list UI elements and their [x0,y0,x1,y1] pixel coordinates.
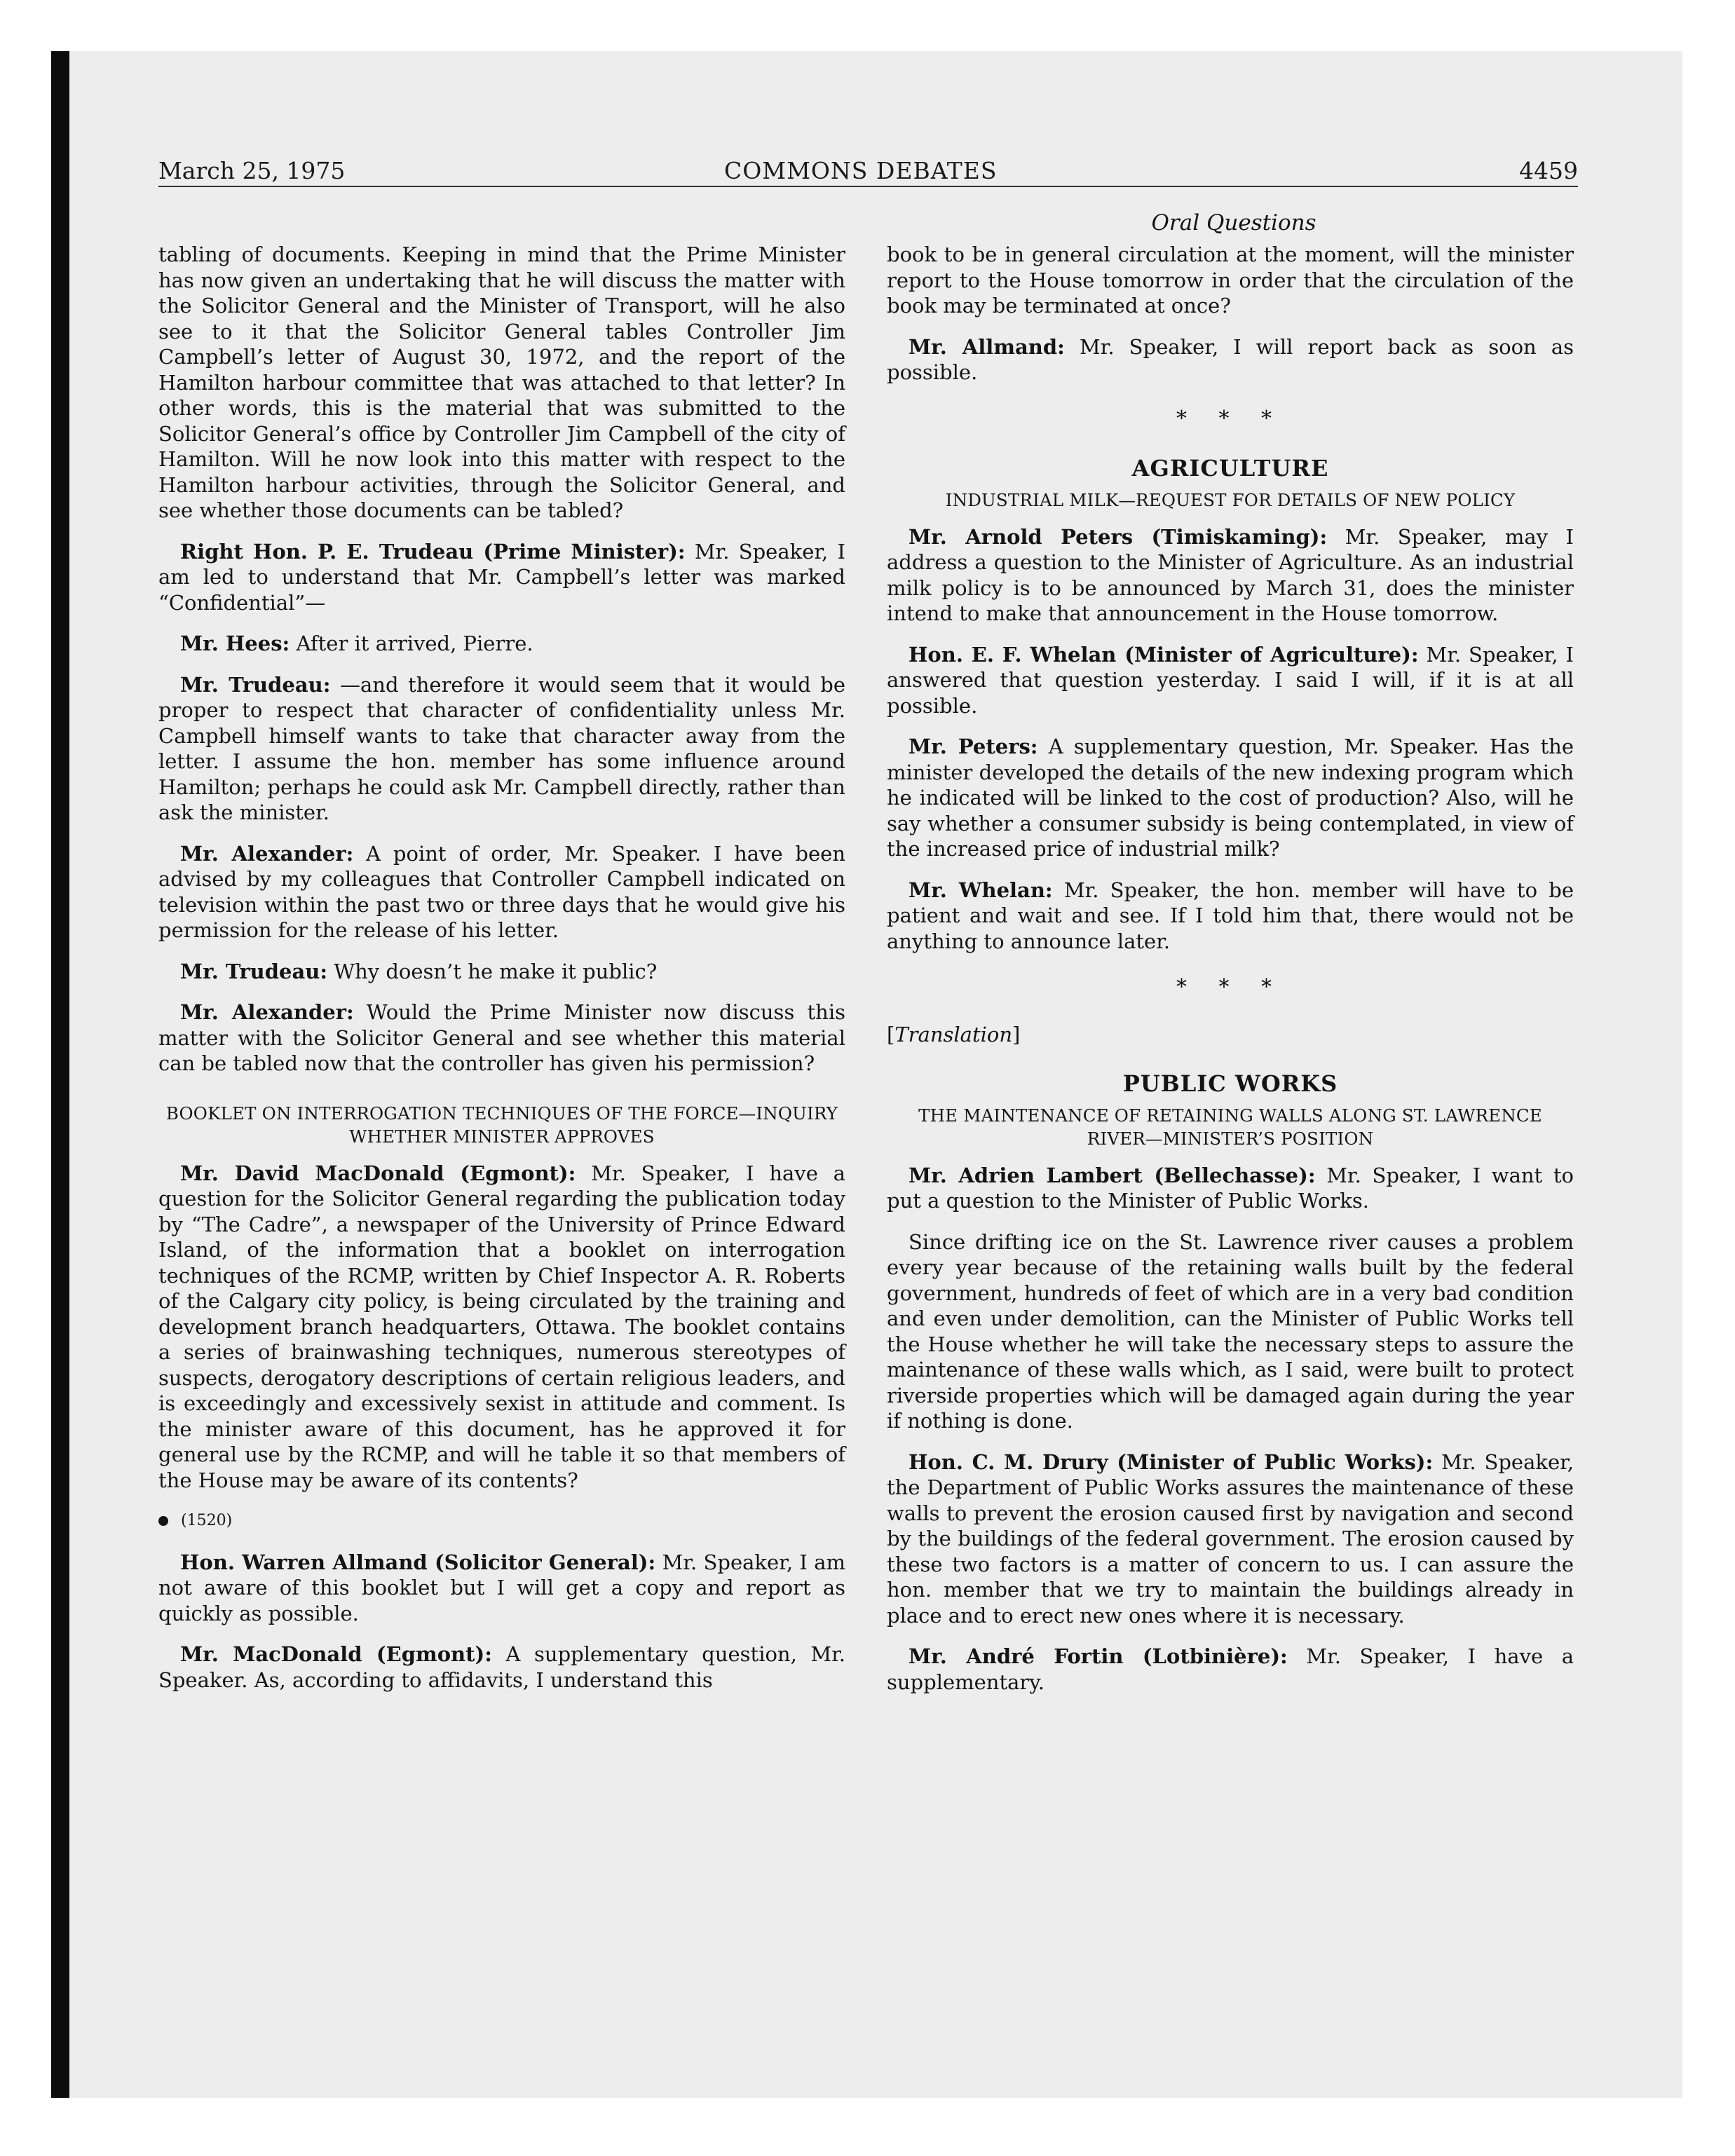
section-label: Oral Questions [1151,210,1316,236]
speech-text: Mr. Speaker, I am led to understand that Mr. Campbell’s letter was marked “Confidential”— [158,539,845,615]
speaker-name: Hon. E. F. Whelan (Minister of Agriculture): [909,642,1419,667]
time-marker-text: (1520) [181,1512,233,1529]
paragraph [158,959,845,985]
speech-text: A supplementary question, Mr. Speaker. As, according to affidavits, I understand this [158,1642,845,1692]
paragraph [887,524,1574,627]
header-journal-title: COMMONS DEBATES [724,157,998,184]
paragraph [158,1161,845,1494]
paragraph [887,334,1574,386]
translation-note [887,1022,1574,1048]
section-separator: * * * [1176,406,1285,431]
paragraph [158,631,845,657]
section-subheading: THE MAINTENANCE OF RETAINING WALLS ALONG ST. LAWRENCE RIVER—MINISTER’S POSITION [918,1105,1542,1149]
speech-text: Mr. Speaker, may I address a question to the Minister of Agriculture. As an industrial milk policy is to be announced by March 31, does the minister intend to make that announcement in the House tomorrow. [887,524,1574,625]
translation-label: Translation [894,1022,1013,1046]
speaker-name: Mr. Alexander: [180,841,354,866]
paragraph [887,1163,1574,1214]
speaker-name: Mr. Allmand: [909,334,1065,359]
speech-text: Mr. Speaker, I am not aware of this booklet but I will get a copy and report as quickly as possible. [158,1550,846,1625]
paragraph: Since drifting ice on the St. Lawrence river causes a problem every year because of the retaining walls built by the federal government, hundreds of feet of which are in a very bad condition and even under demolition, can the Minister of Public Works tell the House whether he will take the necessary steps to assure the maintenance of these walls which, as I said, were built to protect riverside properties which will be damaged again during the year if nothing is done. [887,1229,1574,1433]
speech-text: Mr. Speaker, the hon. member will have to be patient and wait and see. If I told him that, there would not be anything to announce later. [887,878,1574,953]
speech-text: Mr. Speaker, I have a question for the Solicitor General regarding the publication today by “The Cadre”, a newspaper of the University of Prince Edward Island, of the information that a booklet on interrogation techniques of the RCMP, written by Chief Inspector A. R. Roberts of the Calgary city policy, is being circulated by the training and development branch headquarters, Ottawa. The booklet contains a series of brainwashing techniques, numerous stereotypes of suspects, derogatory descriptions of certain religious leaders, and is exceedingly and excessively sexist in attitude and comment. Is the minister aware of this document, has he approved it for general use by the RCMP, and will he table it so that members of the House may be aware of its contents? [158,1161,846,1492]
bracket-open: [ [887,1022,895,1046]
speaker-name: Mr. Adrien Lambert (Bellechasse): [909,1163,1316,1187]
section-subheading: BOOKLET ON INTERROGATION TECHNIQUES OF THE FORCE—INQUIRY WHETHER MINISTER APPROVES [165,1103,838,1147]
header-date: March 25, 1975 [158,157,346,184]
speech-text: Would the Prime Minister now discuss this matter with the Solicitor General and see whether this material can be tabled now that the controller has given his permission? [158,1000,845,1075]
speaker-name: Mr. Trudeau: [180,672,331,697]
paragraph [887,734,1574,862]
left-column [158,242,845,1708]
speaker-name: Mr. Arnold Peters (Timiskaming): [909,524,1328,549]
speech-text: After it arrived, Pierre. [290,632,533,655]
scan-edge-shadow [51,51,69,2098]
major-heading: AGRICULTURE [1131,455,1329,482]
major-heading: PUBLIC WORKS [1122,1070,1338,1097]
speaker-name: Mr. Trudeau: [180,959,328,983]
paragraph: book to be in general circulation at the moment, will the minister report to the House tomorrow in order that the circulation of the book may be terminated at once? [887,243,1574,318]
speaker-name: Mr. Whelan: [909,878,1053,902]
header-rule [158,186,1578,187]
speaker-name: Mr. David MacDonald (Egmont): [180,1161,576,1185]
bullet-icon [158,1516,168,1526]
speaker-name: Hon. C. M. Drury (Minister of Public Works): [909,1449,1434,1474]
speech-text: Mr. Speaker, I have a supplementary. [887,1644,1574,1694]
paragraph [158,672,845,826]
right-column [887,242,1574,1710]
speech-text: Why doesn’t he make it public? [327,959,658,983]
page-header [158,151,1578,186]
speech-text: Mr. Speaker, the Department of Public Works assures the maintenance of these walls to prevent the erosion caused first by navigation and second by the buildings of the federal government. The erosion caused by these two factors is a matter of concern to us. I can assure the hon. member that we try to maintain the buildings already in place and to erect new ones where it is necessary. [887,1449,1574,1628]
speech-text: A supplementary question, Mr. Speaker. Has the minister developed the details of the new indexing program which he indicated will be linked to the cost of production? Also, will he say whether a consumer subsidy is being contemplated, in view of the increased price of industrial milk? [887,735,1574,861]
speaker-name: Mr. Peters: [909,735,1038,758]
bracket-close: ] [1012,1022,1021,1046]
speech-text: —and therefore it would seem that it would be proper to respect that character of confidentiality unless Mr. Campbell himself wants to take that character away from the letter. I assume the hon. member has some influence around Hamilton; perhaps he could ask Mr. Campbell directly, rather than ask the minister. [158,672,845,824]
paragraph [158,539,845,616]
paragraph [887,878,1574,955]
speaker-name: Mr. Alexander: [180,1000,354,1024]
speech-text: A point of order, Mr. Speaker. I have been advised by my colleagues that Controller Campbell indicated on television within the past two or three days that he would give his permission for the release of his letter. [158,841,845,942]
paragraph [158,999,845,1077]
speech-text: Mr. Speaker, I want to put a question to the Minister of Public Works. [887,1163,1574,1213]
speaker-name: Mr. André Fortin (Lotbinière): [909,1644,1288,1668]
paragraph [887,1449,1574,1629]
speaker-name: Right Hon. P. E. Trudeau (Prime Minister): [180,539,686,564]
speaker-name: Mr. Hees: [180,632,290,655]
section-separator: * * * [1176,975,1285,999]
paragraph: tabling of documents. Keeping in mind that the Prime Minister has now given an undertaking that he will discuss the matter with the Solicitor General and the Minister of Transport, will he also see to it that the Solicitor General tables Controller Jim Campbell’s letter of August 30, 1972, and the report of the Hamilton harbour committee that was attached to that letter? In other words, this is the material that was submitted to the Solicitor General’s office by Controller Jim Campbell of the city of Hamilton. Will he now look into this matter with respect to the Hamilton harbour activities, through the Solicitor General, and see whether those documents can be tabled? [158,243,845,522]
paragraph [158,1550,845,1627]
paragraph [158,1642,845,1693]
paragraph [887,1644,1574,1695]
speech-text: Mr. Speaker, I will report back as soon as possible. [887,334,1574,384]
section-subheading: INDUSTRIAL MILK—REQUEST FOR DETAILS OF NEW POLICY [945,489,1516,510]
speaker-name: Mr. MacDonald (Egmont): [180,1642,492,1666]
speaker-name: Hon. Warren Allmand (Solicitor General): [180,1550,656,1574]
header-page-number: 4459 [1519,157,1578,184]
speech-text: Mr. Speaker, I answered that question yesterday. I said I will, if it is at all possible. [887,642,1574,718]
paragraph [887,642,1574,719]
paragraph [158,841,845,943]
time-marker [158,1508,845,1534]
